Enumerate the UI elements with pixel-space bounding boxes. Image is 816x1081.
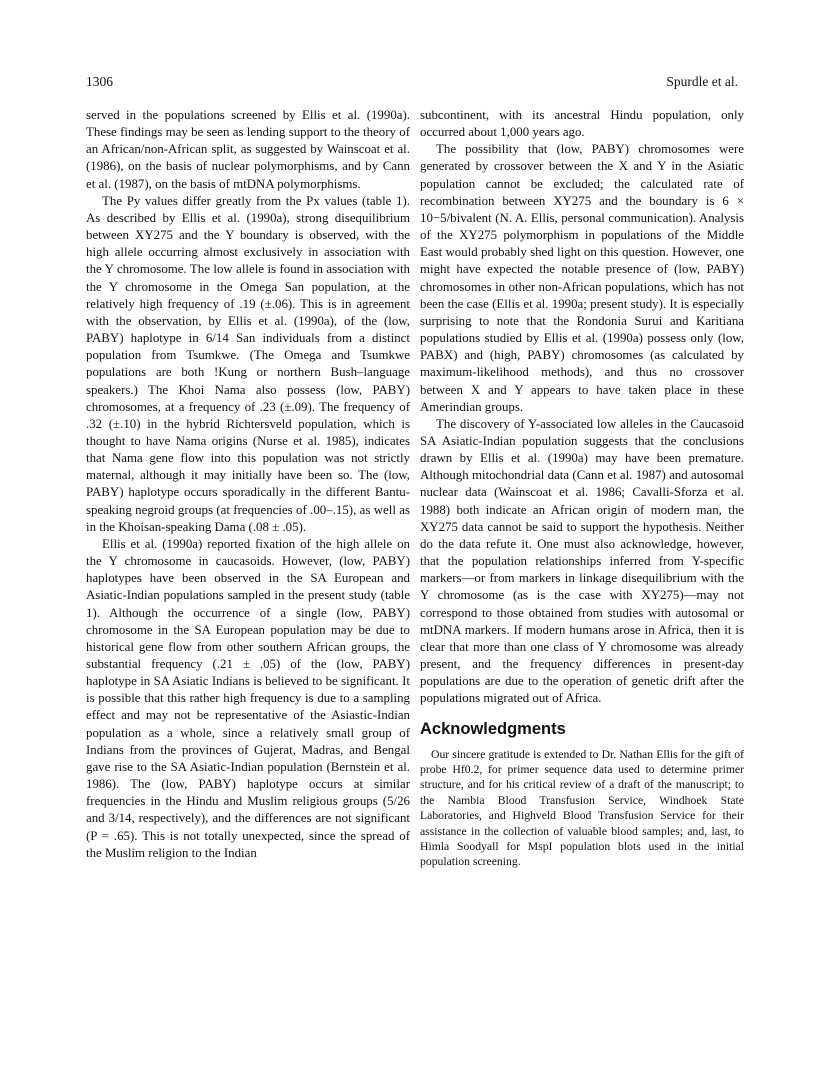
left-paragraph-2: The Py values differ greatly from the Px values (table 1). As described by Ellis et al. (1990a), strong disequilibrium between XY275 and the Y boundary is observed, with the high allele occurring almost exclusively in association with the Y chromosome. The low allele is found in association with the Y chromosome in the Omega San population, at the relatively high frequency of .19 (±.06). This is in agreement with the observation, by Ellis et al. (1990a), of the (low, PABY) haplotype in 6/14 San individuals from a distinct population from Tsumkwe. (The Omega and Tsumkwe populations are both !Kung or northern Bush–language speakers.) The Khoi Nama also possess (low, PABY) chromosomes, at a frequency of .23 (±.09). The frequency of .32 (±.10) in the hybrid Richtersveld population, which is thought to have Nama origins (Nurse et al. 1985), indicates that Nama gene flow into this population was not strictly maternal, although it may initially have been so. The (low, PABY) haplotype occurs sporadically in the different Bantu-speaking negroid groups (at frequencies of .00–.15), as well as in the Khoisan-speaking Dama (.08 ± .05). [86, 193, 410, 534]
left-paragraph-3: Ellis et al. (1990a) reported fixation of the high allele on the Y chromosome in caucasoids. However, (low, PABY) haplotypes have been observed in the SA European and Asiatic-Indian populations sampled in the present study (table 1). Although the occurrence of a single (low, PABY) chromosome in the SA European population may be due to historical gene flow from other southern African groups, the substantial frequency (.21 ± .05) of the (low, PABY) haplotype in SA Asiatic Indians is believed to be significant. It is possible that this rather high frequency is due to a sampling effect and may not be representative of the Asiastic-Indian population as a whole, since a relatively small group of Indians from the provinces of Gujerat, Madras, and Bengal gave rise to the SA Asiatic-Indian population (Bernstein et al. 1986). The (low, PABY) haplotype occurs at similar frequencies in the Hindu and Muslim religious groups (5/26 and 3/14, respectively), and the differences are not significant (P = .65). This is not totally unexpected, since the spread of the Muslim religion to the Indian [86, 536, 410, 860]
right-paragraph-3: The discovery of Y-associated low alleles in the Caucasoid SA Asiatic-Indian population suggests that the conclusions drawn by Ellis et al. (1990a) may have been premature. Although mitochondrial data (Cann et al. 1987) and autosomal nuclear data (Wainscoat et al. 1986; Cavalli-Sforza et al. 1988) both indicate an African origin of modern man, the XY275 data cannot be said to support the hypothesis. Neither do the data refute it. One must also acknowledge, however, that the population relationships inferred from Y-specific markers—or from markers in linkage disequilibrium with the Y chromosome (as is the case with XY275)—may not correspond to those obtained from studies with autosomal or mtDNA markers. If modern humans arose in Africa, then it is clear that more than one class of Y chromosome was already present, and the frequency differences in present-day populations are due to the operation of genetic drift after the populations migrated out of Africa. [420, 416, 744, 706]
page-header [86, 74, 738, 94]
right-paragraph-2: The possibility that (low, PABY) chromosomes were generated by crossover between the X and Y in the Asiatic population cannot be excluded; the calculated rate of recombination between XY275 and the boundary is 6 × 10−5/bivalent (N. A. Ellis, personal communication). Analysis of the XY275 polymorphism in populations of the Middle East would probably shed light on this question. However, one might have expected the notable presence of (low, PABY) chromosomes in other non-African populations, which has not been the case (Ellis et al. 1990a; present study). It is especially surprising to note that the Rondonia Surui and Karitiana populations studied by Ellis et al. (1990a) possess only (low, PABX) and (high, PABY) chromosomes (as calculated by maximum-likelihood methods), and thus no crossover between X and Y appears to have taken place in these Amerindian groups. [420, 142, 744, 414]
acknowledgments-text: Our sincere gratitude is extended to Dr. Nathan Ellis for the gift of probe Hf0.2, for primer sequence data used to determine primer structure, and for his critical review of a draft of the manuscript; to the Nambia Blood Transfusion Service, Windhoek State Laboratories, and Highveld Blood Transfusion Service for their assistance in the collection of valuable blood samples; and, last, to Himla Soodyall for MspI population blots used in the initial population screening. [420, 747, 744, 869]
running-head: Spurdle et al. [666, 74, 738, 89]
right-column [420, 107, 744, 870]
left-column [86, 107, 410, 862]
right-paragraph-1: subcontinent, with its ancestral Hindu population, only occurred about 1,000 years ago. [420, 108, 744, 140]
left-paragraph-1: served in the populations screened by Ellis et al. (1990a). These findings may be seen as lending support to the theory of an African/non-African split, as suggested by Wainscoat et al. (1986), on the basis of nuclear polymorphisms, and by Cann et al. (1987), on the basis of mtDNA polymorphisms. [86, 108, 410, 191]
page-number: 1306 [86, 74, 113, 89]
acknowledgments-heading: Acknowledgments [420, 720, 566, 739]
